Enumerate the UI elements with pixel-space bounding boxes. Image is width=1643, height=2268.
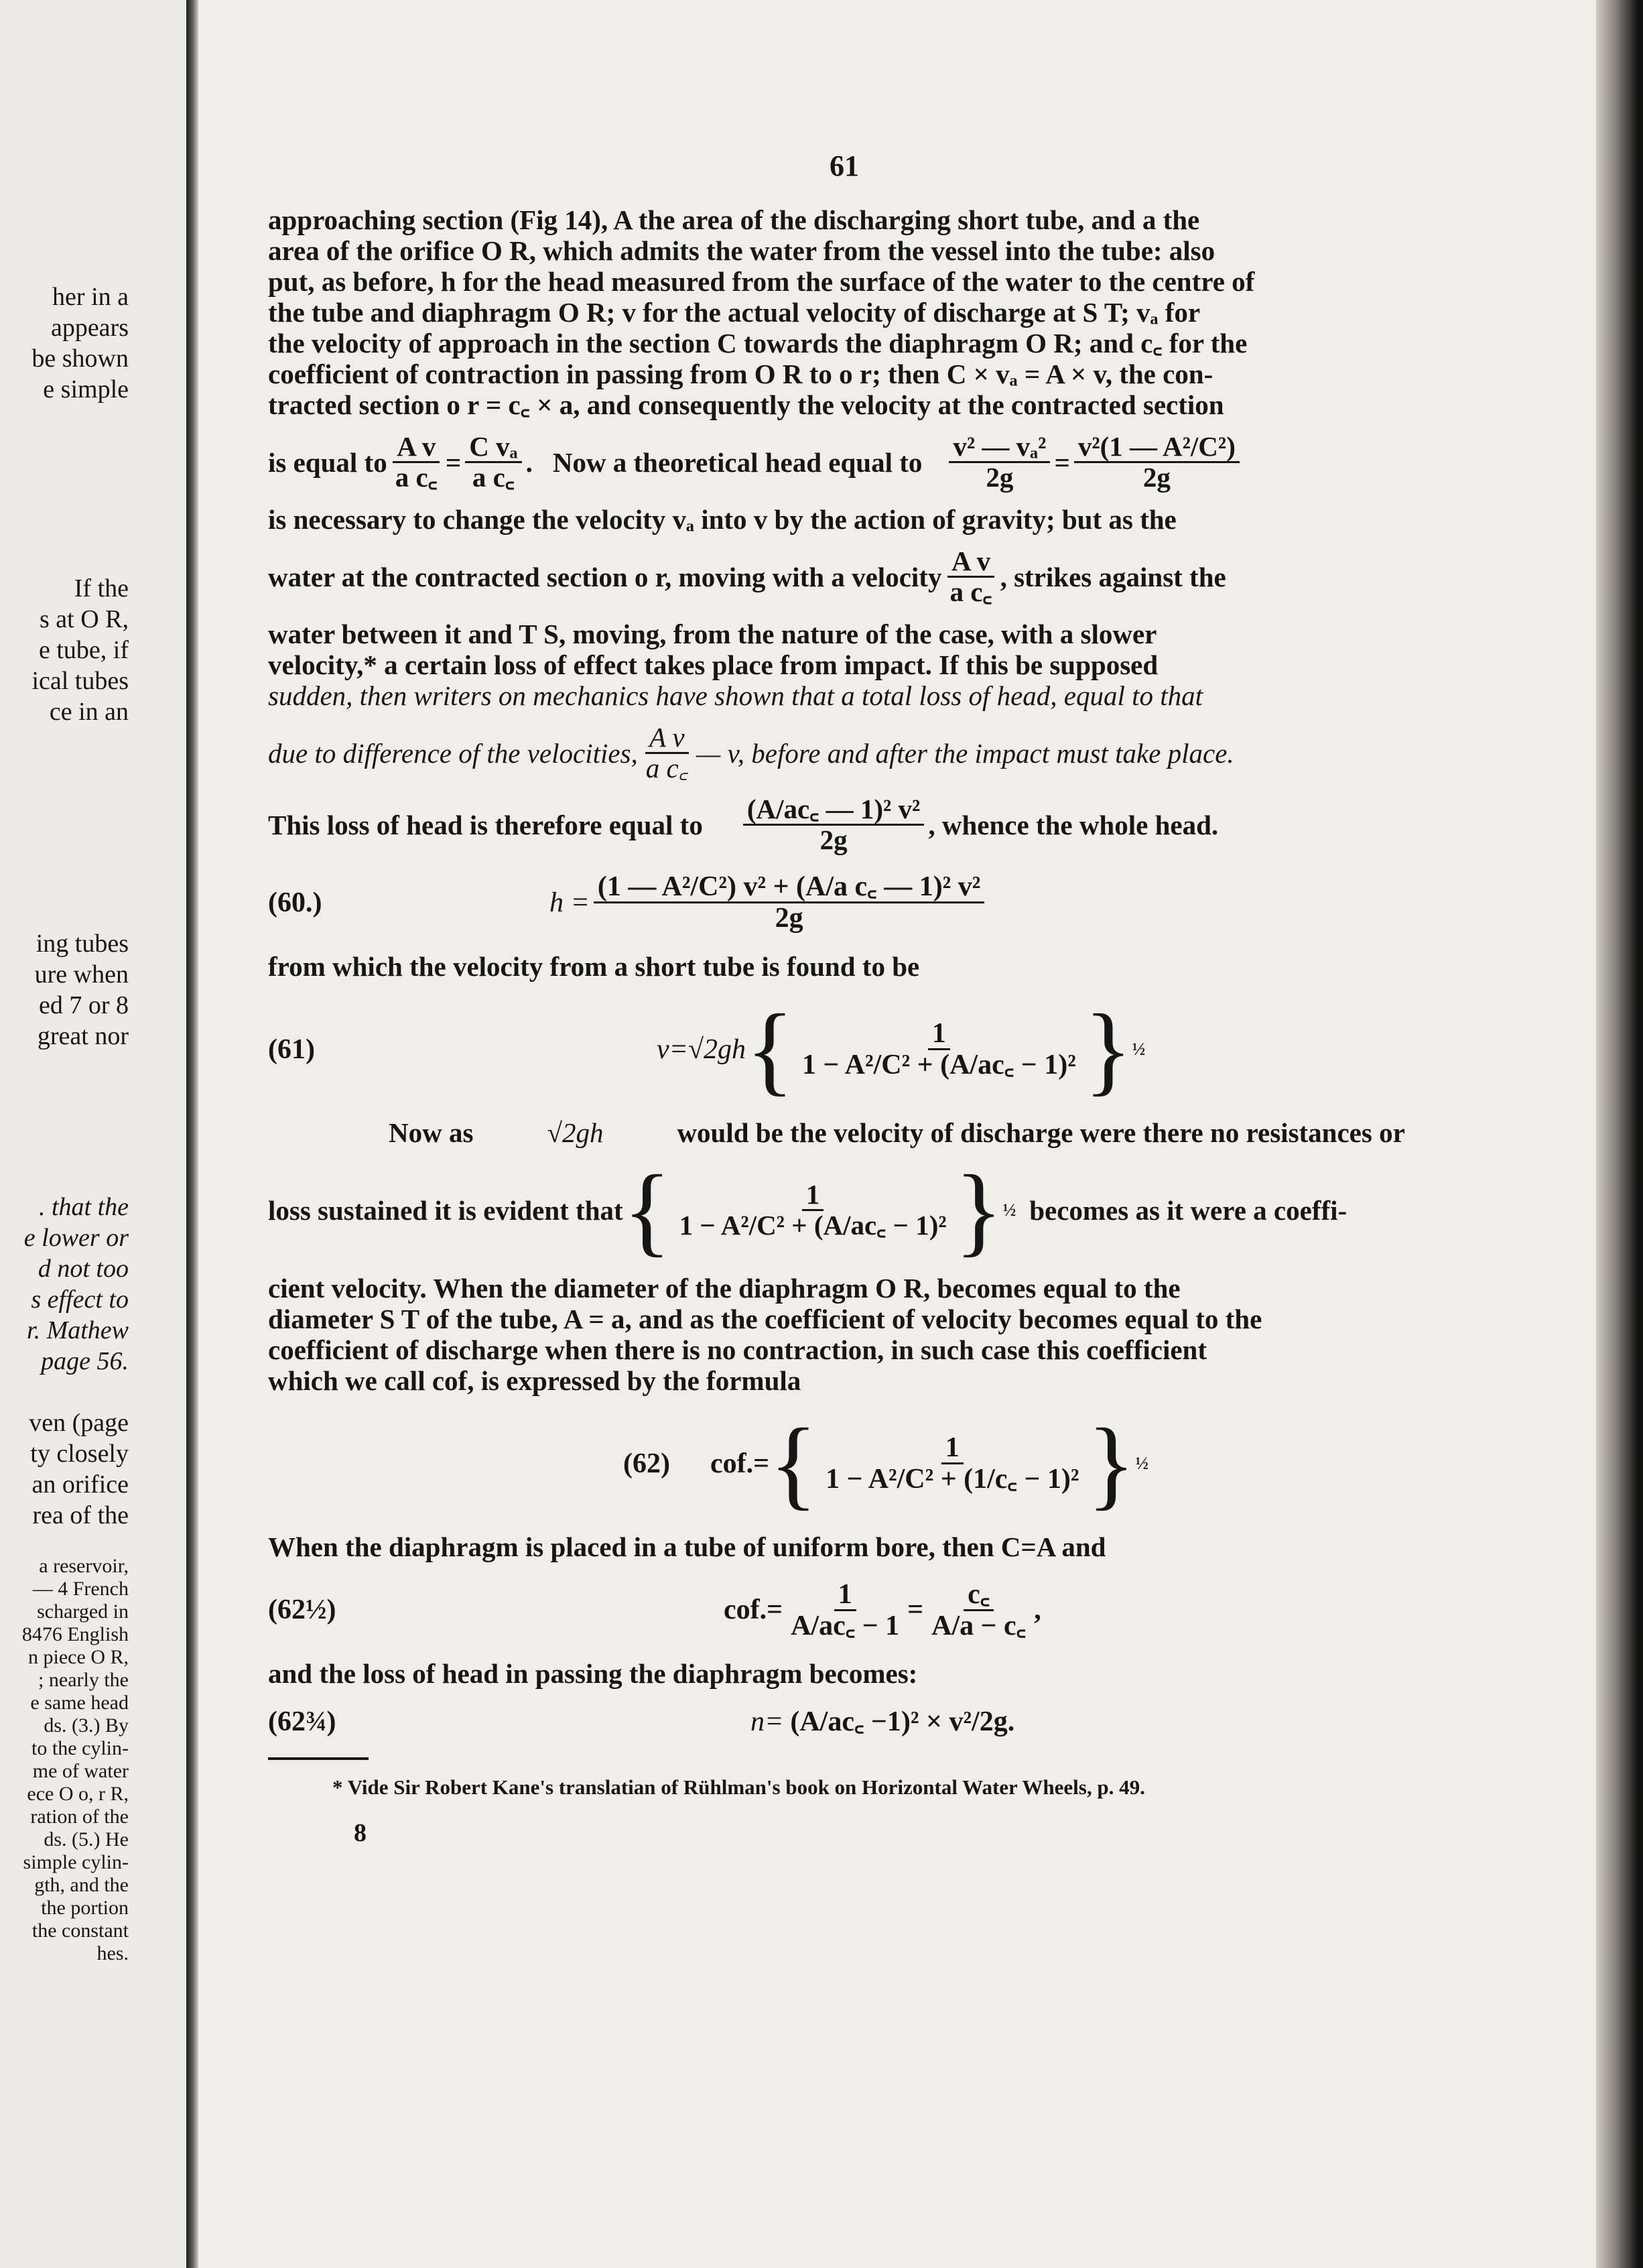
left-block-5 [0,1407,186,1531]
left-brace: { [746,993,795,1105]
left-block-4 [0,1192,186,1377]
left-line: ty closely [30,1440,129,1468]
numerator: 1 [941,1433,964,1464]
denominator: a c꜀ [472,462,515,493]
paragraph-5 [268,619,1421,711]
text-line: is necessary to change the velocity vₐ into v by the action of gravity; but as the [268,504,1177,536]
left-line: e tube, if [38,636,129,664]
left-block-1 [0,281,186,405]
text-fragment: , whence the whole head. [928,809,1219,840]
text-line: the tube and diaphragm O R; v for the actual velocity of discharge at S T; vₐ for [268,297,1201,328]
paragraph-3 [268,504,1421,535]
left-line: ds. (5.) He [44,1828,129,1850]
fraction-Av-ac [945,547,996,607]
left-line: e simple [43,375,129,403]
left-page-fragment [0,0,186,2268]
text-line: sudden, then writers on mechanics have shown that a total loss of head, equal to that [268,680,1203,712]
equation-body [710,1407,1421,1519]
numerator: v² — vₐ² [949,432,1050,463]
denominator: 2g [1142,462,1171,493]
left-line: d not too [38,1255,129,1283]
exponent: ½ [1002,1200,1016,1220]
equation-body [724,1580,1421,1641]
text-fragment: Now as [389,1117,474,1148]
text-line: water between it and T S, moving, from the nature of the case, with a slower [268,619,1157,650]
text-fragment: becomes as it were a coeffi- [1029,1194,1348,1226]
paragraph-1 [268,204,1421,420]
left-line: ical tubes [31,667,129,695]
left-line: appears [50,314,129,342]
denominator: a c꜀ [949,576,992,608]
text-line: approaching section (Fig 14), A the area of the discharging short tube, and a the [268,204,1200,235]
fraction-head-2 [1074,432,1240,492]
text-line: diameter S T of the tube, A = a, and as the coefficient of velocity becomes equal to the [268,1303,1262,1334]
velocity-strike-line [268,547,1421,607]
right-brace: } [954,1154,1003,1266]
book-gutter [186,0,198,2268]
left-line: ; nearly the [38,1669,129,1691]
left-line: 8476 English [21,1623,129,1645]
equation-body [750,1706,1421,1737]
denominator: 2g [819,824,848,856]
equals-sign: = [1054,446,1070,478]
period: . [525,446,533,478]
left-line: s at O R, [40,605,129,633]
equation-number: (62¾) [268,1706,336,1737]
text-line: coefficient of discharge when there is no contraction, in such case this coefficient [268,1334,1207,1365]
text-line: put, as before, h for the head measured from the surface of the water to the centre of [268,266,1255,297]
denominator: 1 − A²/C² + (A/ac꜀ − 1)² [802,1050,1076,1081]
left-brace: { [622,1154,671,1266]
denominator: 1 − A²/C² + (1/c꜀ − 1)² [826,1464,1079,1495]
denominator: A/ac꜀ − 1 [791,1610,900,1641]
fraction-Av-ac [391,432,442,492]
denominator: a c꜀ [645,753,688,784]
denominator: 1 − A²/C² + (A/ac꜀ − 1)² [679,1210,947,1241]
left-footnotes [0,1555,186,1965]
equation-body [549,993,1421,1105]
text-fragment: is equal to [268,446,387,478]
page-number: 61 [830,149,859,182]
paragraph-8 [268,951,1421,982]
left-line: ds. (3.) By [44,1714,129,1737]
fraction-Cv-ac [465,432,521,492]
loss-of-head-line [268,795,1421,855]
left-line: page 56. [41,1347,129,1375]
page-edge [1596,0,1643,2268]
left-line: e same head [30,1692,129,1714]
left-line: me of water [32,1760,129,1782]
left-line: ure when [34,960,129,989]
text-line: the velocity of approach in the section C towards the diaphragm O R; and c꜀ for the [268,328,1248,359]
exponent: ½ [1132,1039,1146,1059]
left-line: — 4 French [32,1578,129,1600]
left-line: s effect to [31,1285,129,1314]
numerator: c꜀ [964,1580,994,1611]
fraction-cof-b2 [927,1580,1030,1641]
text-line: from which the velocity from a short tube is found to be [268,950,920,982]
numerator: (1 — A²/C²) v² + (A/a c꜀ — 1)² v² [594,872,985,903]
text-line: When the diaphragm is placed in a tube of uniform bore, then C=A and [268,1531,1106,1562]
equation-62-three-quarters [268,1706,1421,1737]
left-line: ed 7 or 8 [38,991,129,1019]
left-line: r. Mathew [27,1316,129,1344]
fraction-v [798,1019,1080,1080]
left-line: If the [74,574,129,603]
right-brace: } [1083,993,1132,1105]
text-fragment: would be the velocity of discharge were there no resistances or [677,1117,1405,1148]
footnote-rule [268,1757,369,1760]
paragraph-12 [268,1531,1421,1562]
left-line: ing tubes [36,930,129,958]
text-fragment: Now a theoretical head equal to [552,446,923,478]
left-line: a reservoir, [39,1555,129,1577]
paragraph-11 [268,1273,1421,1396]
fraction-cof [822,1433,1083,1494]
text-line: cient velocity. When the diameter of the diaphragm O R, becomes equal to the [268,1272,1181,1304]
left-line: e lower or [23,1224,129,1252]
numerator: 1 [834,1580,856,1611]
left-line: hes. [96,1942,129,1964]
exponent: ½ [1135,1453,1148,1473]
left-line: scharged in [37,1600,129,1623]
left-line: gth, and the [34,1874,129,1896]
numerator: v²(1 — A²/C²) [1074,432,1240,463]
left-line: n piece O R, [28,1646,129,1668]
lhs: cof.= [724,1594,783,1626]
left-line: to the cylin- [31,1737,129,1759]
left-line: be shown [31,344,129,373]
fraction-h [594,872,985,933]
signature-mark: 8 [354,1818,367,1847]
lhs: cof.= [710,1448,770,1479]
coefficient-line [268,1154,1421,1266]
equation-60 [268,872,1421,933]
left-line: simple cylin- [23,1851,129,1873]
velocity-line [268,432,1421,492]
comma: , [1034,1594,1041,1626]
impact-line [268,723,1421,783]
equation-62-half [268,1580,1421,1641]
text-fragment: — v, before and after the impact must take place. [696,737,1234,769]
fraction-Av-ac [642,723,692,783]
fraction-head [949,432,1050,492]
numerator: A v [393,432,440,463]
equation-number: (62½) [268,1594,336,1626]
denominator: 2g [986,462,1014,493]
equation-61 [268,993,1421,1105]
equation-62 [268,1407,1421,1519]
footnote: * Vide Sir Robert Kane's translatian of Rühlman's book on Horizontal Water Wheels, p. 49. [332,1775,1145,1799]
lhs: v=√2gh [657,1033,746,1065]
fraction-coeff [675,1180,951,1240]
text-fragment: due to difference of the velocities, [268,737,638,769]
left-line: great nor [37,1022,129,1050]
lhs: h = [549,887,590,918]
text-fragment: loss sustained it is evident that [268,1194,623,1226]
text-line: which we call cof, is expressed by the formula [268,1365,801,1396]
fraction-loss [743,795,925,855]
right-brace: } [1087,1407,1136,1519]
text-line: velocity,* a certain loss of effect takes place from impact. If this be supposed [268,649,1159,681]
text-line: and the loss of head in passing the diaphragm becomes: [268,1657,918,1689]
fraction-cof-b1 [787,1580,903,1641]
text-line: tracted section o r = c꜀ × a, and consequently the velocity at the contracted section [268,389,1224,420]
equals-sign: = [445,446,462,478]
equals-sign: = [907,1594,924,1626]
denominator: a c꜀ [395,462,438,493]
left-line: ce in an [49,698,129,726]
equation-number: (60.) [268,887,322,918]
text-line: coefficient of contraction in passing from O R to o r; then C × vₐ = A × v, the con- [268,359,1213,389]
equation-number: (61) [268,1033,315,1065]
text-fragment: , strikes against the [1000,561,1226,592]
text-fragment: water at the contracted section o r, moving with a velocity [268,561,942,592]
lhs: n= [750,1706,784,1737]
numerator: (A/ac꜀ — 1)² v² [743,795,925,826]
rhs: (A/ac꜀ −1)² × v²/2g. [790,1706,1015,1737]
left-line: ven (page [29,1409,129,1437]
left-line: her in a [52,283,129,311]
left-line: . that the [38,1193,129,1221]
numerator: C vₐ [465,432,521,463]
numerator: 1 [802,1180,824,1211]
page-body [268,204,1421,1848]
left-block-3 [0,928,186,1052]
equation-body [549,872,1421,933]
left-line: ration of the [30,1806,129,1828]
text-line: area of the orifice O R, which admits the water from the vessel into the tube: also [268,235,1215,266]
left-line: the portion [41,1897,129,1919]
sqrt-2gh: √2gh [547,1117,604,1148]
text-fragment: This loss of head is therefore equal to [268,809,703,840]
left-line: the constant [31,1919,129,1942]
numerator: 1 [928,1019,950,1050]
denominator: A/a − c꜀ [931,1610,1027,1641]
numerator: A v [645,723,689,754]
equation-number: (62) [623,1448,670,1479]
left-brace: { [769,1407,818,1519]
denominator: 2g [775,903,803,934]
paragraph-13 [268,1658,1421,1689]
left-line: an orifice [31,1470,129,1499]
now-as-line [268,1117,1421,1148]
left-line: rea of the [32,1501,129,1529]
numerator: A v [947,547,994,578]
left-line: ece O o, r R, [27,1783,129,1805]
left-block-2 [0,573,186,727]
